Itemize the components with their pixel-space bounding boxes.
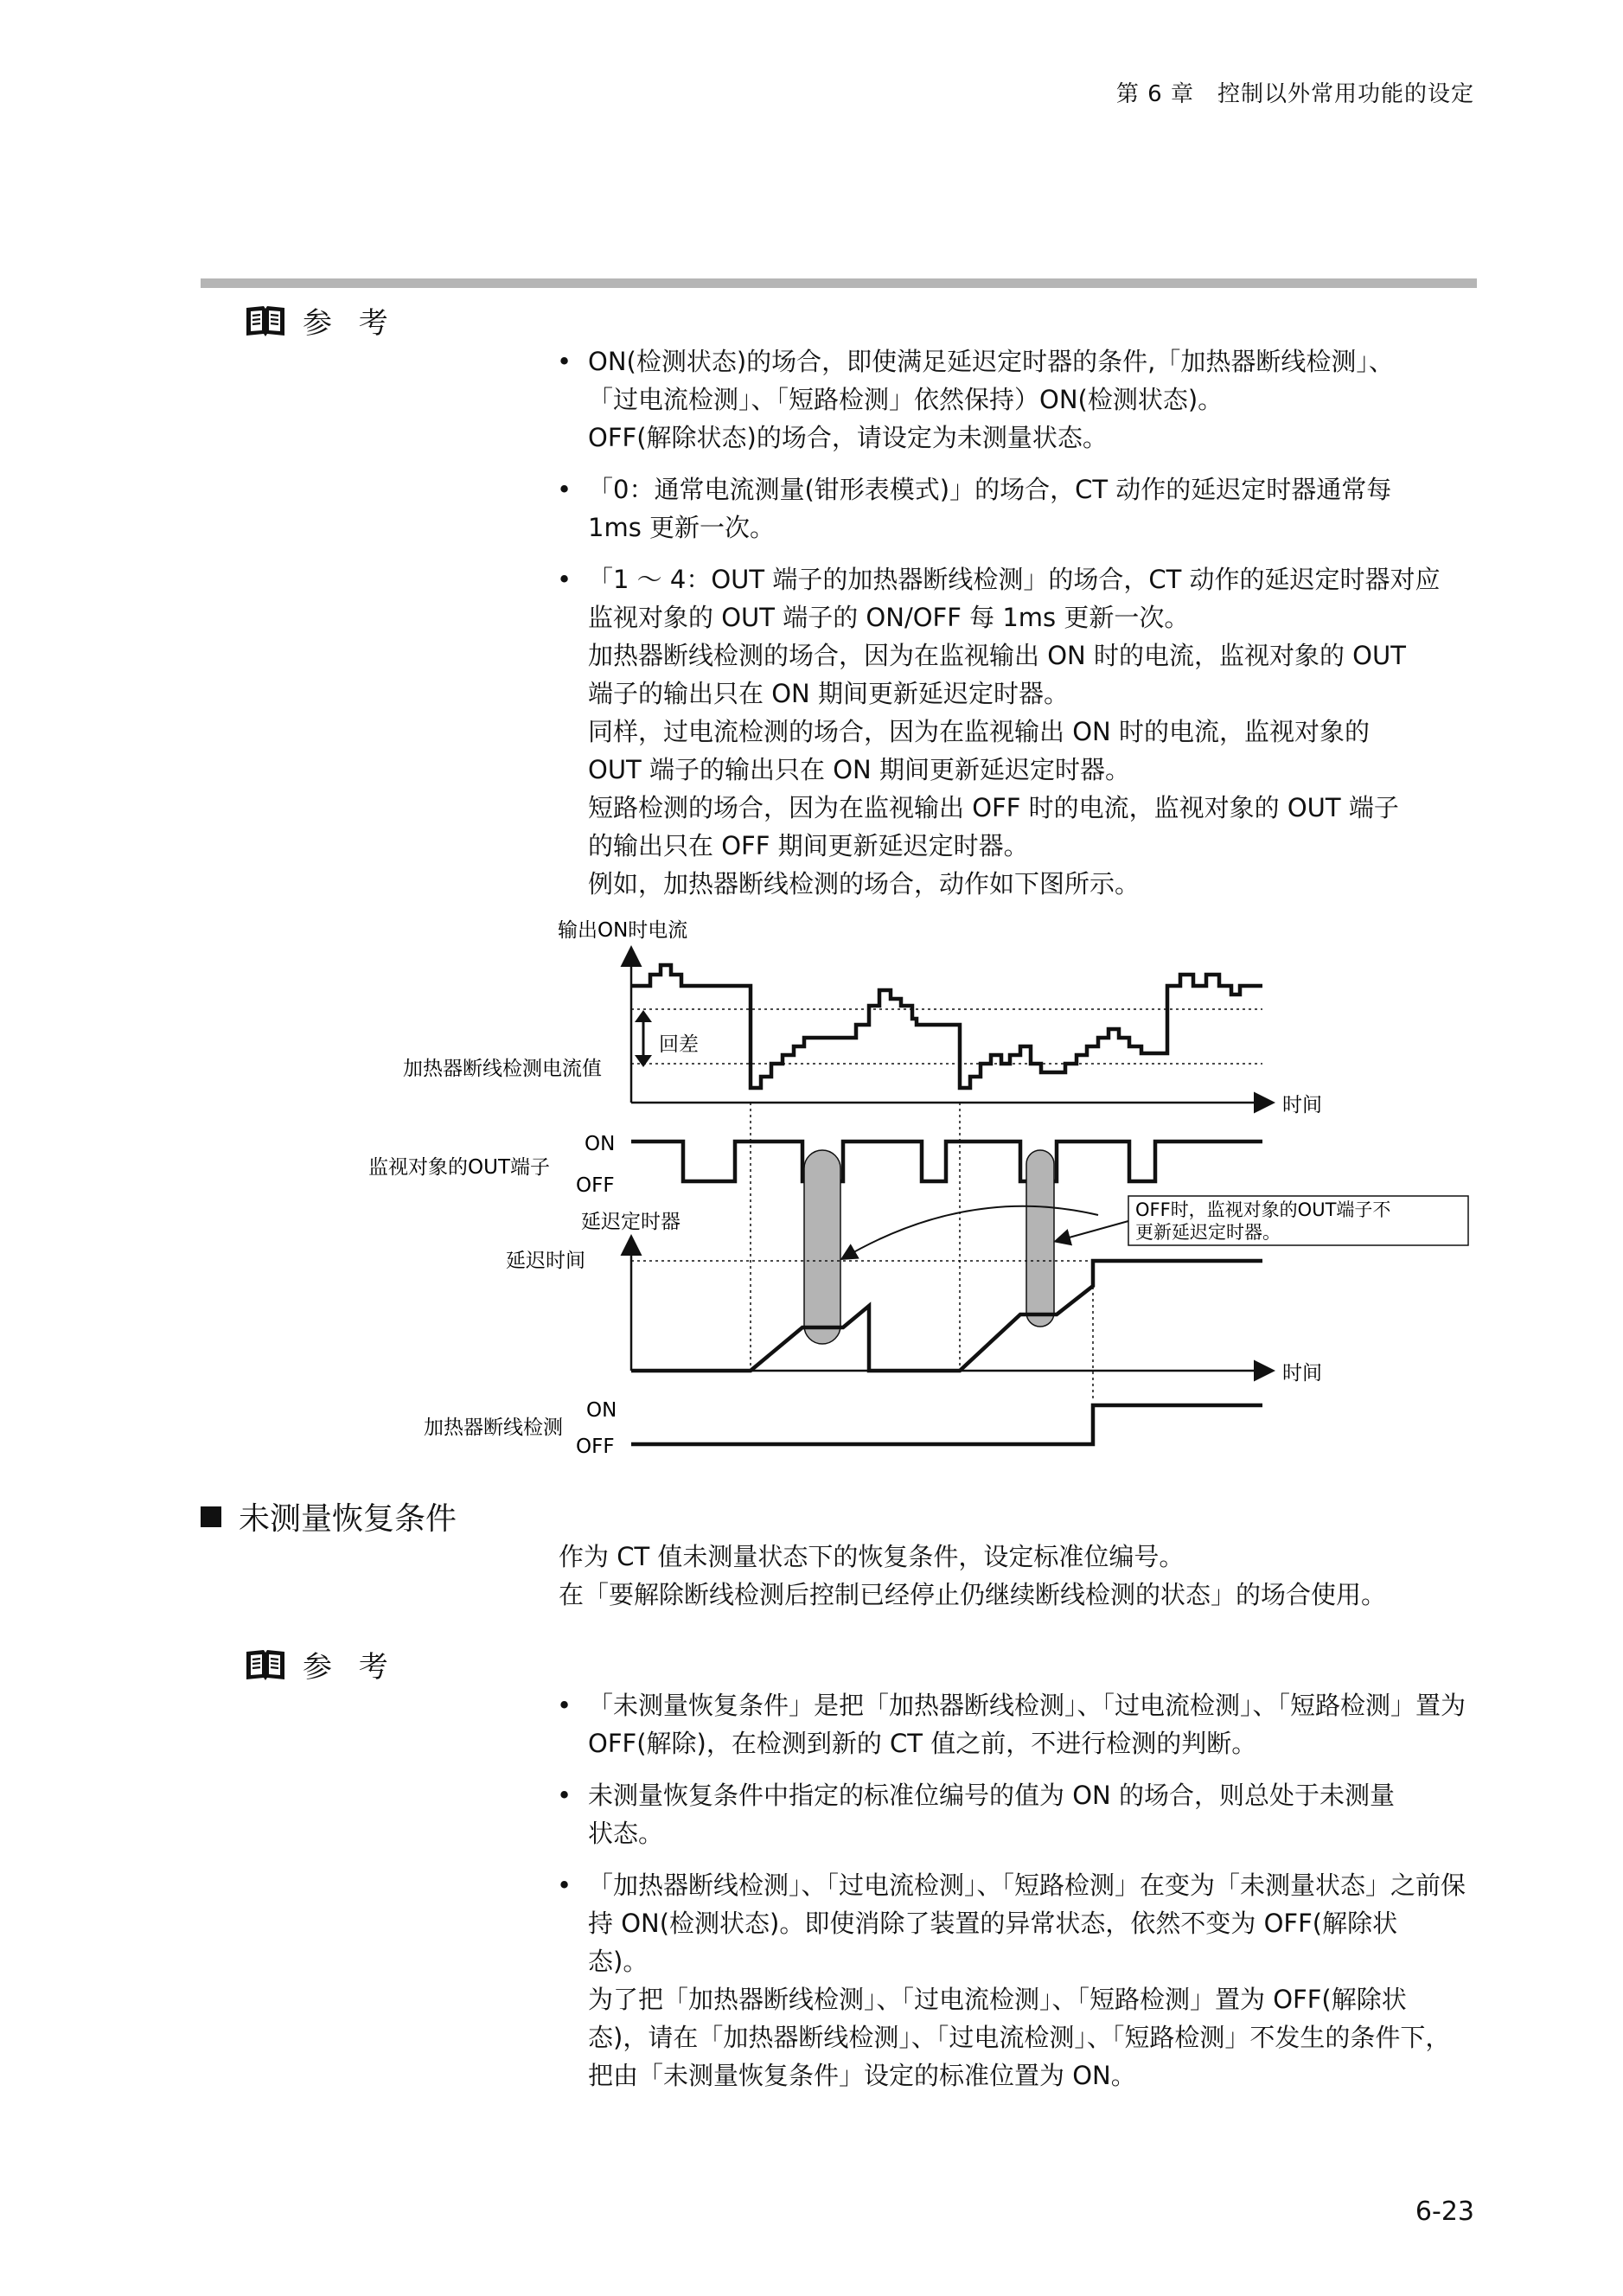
callout-line-2: 更新延迟定时器。 — [1135, 1222, 1281, 1243]
square-bullet-icon — [201, 1506, 221, 1527]
list-item: • ON(检测状态)的场合，即使满足延迟定时器的条件,「加热器断线检测」、 「过电流检测」、「短路检测」依然保持）ON(检测状态)。 OFF(解除状态)的场合，请设定为未测量状态。 — [553, 342, 1479, 457]
hbd-off-label: OFF — [576, 1436, 615, 1458]
hysteresis-label: 回差 — [659, 1033, 699, 1056]
out-off-label: OFF — [576, 1174, 615, 1197]
reference-heading-2 — [244, 1643, 397, 1685]
hbd-on-label: ON — [586, 1399, 617, 1422]
reference-label: 参 考 — [303, 306, 397, 341]
callout-arrow — [843, 1206, 1098, 1258]
section-paragraph: 作为 CT 值未测量状态下的恢复条件，设定标准位编号。 在「要解除断线检测后控制已经停止仍继续断线检测的状态」的场合使用。 — [559, 1542, 1387, 1609]
reference-label: 参 考 — [303, 1650, 397, 1685]
time-label-2: 时间 — [1282, 1362, 1322, 1385]
callout-line-1: OFF时，监视对象的OUT端子不 — [1135, 1199, 1391, 1220]
chapter-header: 第 6 章 控制以外常用功能的设定 — [1115, 81, 1474, 107]
out-terminal-waveform — [631, 1142, 1262, 1181]
threshold-label: 加热器断线检测电流值 — [403, 1058, 602, 1080]
heater-burnout-label: 加热器断线检测 — [424, 1417, 563, 1439]
out-terminal-label: 监视对象的OUT端子 — [368, 1156, 550, 1179]
hbd-waveform — [631, 1405, 1262, 1444]
list-item: • 未测量恢复条件中指定的标准位编号的值为 ON 的场合，则总处于未测量 状态。 — [553, 1776, 1479, 1852]
out-on-label: ON — [585, 1133, 616, 1155]
page-number: 6-23 — [1415, 2197, 1474, 2227]
off-period-highlight — [804, 1150, 840, 1344]
current-waveform — [631, 965, 1262, 1088]
time-label-1: 时间 — [1282, 1094, 1322, 1116]
reference-list-2 — [553, 1686, 1479, 2108]
book-icon — [244, 1647, 287, 1683]
list-item: • 「未测量恢复条件」是把「加热器断线检测」、「过电流检测」、「短路检测」置为 OFF(解除)，在检测到新的 CT 值之前，不进行检测的判断。 — [553, 1686, 1479, 1762]
list-item: • 「加热器断线检测」、「过电流检测」、「短路检测」在变为「未测量状态」之前保 持 ON(检测状态)。即使消除了装置的异常状态，依然不变为 OFF(解除状 态)。 为了把「加热器断线检测」、「过电流检测」、「短路检测」置为 OFF(解除状 态)，请在「加热器断线检测」、「过电流检测」、「短路检测」不发生的条件下， 把由「未测量恢复条件」设定的标准位置为 ON。 — [553, 1866, 1479, 2095]
list-item: • 「1 ～ 4：OUT 端子的加热器断线检测」的场合，CT 动作的延迟定时器对应 监视对象的 OUT 端子的 ON/OFF 每 1ms 更新一次。 加热器断线检测的场合，因为在监视输出 ON 时的电流，监视对象的 OUT 端子的输出只在 ON 期间更新延迟定时器。 同样，过电流检测的场合，因为在监视输出 ON 时的电流，监视对象的 OUT 端子的输出只在 ON 期间更新延迟定时器。 短路检测的场合，因为在监视输出 OFF 时的电流，监视对象的 OUT 端子 的输出只在 OFF 期间更新延迟定时器。 例如，加热器断线检测的场合，动作如下图所示。 — [553, 560, 1479, 903]
delay-time-label: 延迟时间 — [506, 1250, 585, 1272]
delay-timer-waveform — [631, 1261, 1262, 1371]
list-item: • 「0：通常电流测量(钳形表模式)」的场合，CT 动作的延迟定时器通常每 1ms 更新一次。 — [553, 470, 1479, 547]
off-period-highlight — [1026, 1150, 1054, 1327]
y-axis-label: 输出ON时电流 — [558, 919, 688, 942]
section-title: 未测量恢复条件 — [239, 1501, 457, 1537]
section-heading — [201, 1494, 457, 1538]
callout-arrow — [1057, 1221, 1128, 1241]
delay-timer-label: 延迟定时器 — [581, 1211, 681, 1233]
